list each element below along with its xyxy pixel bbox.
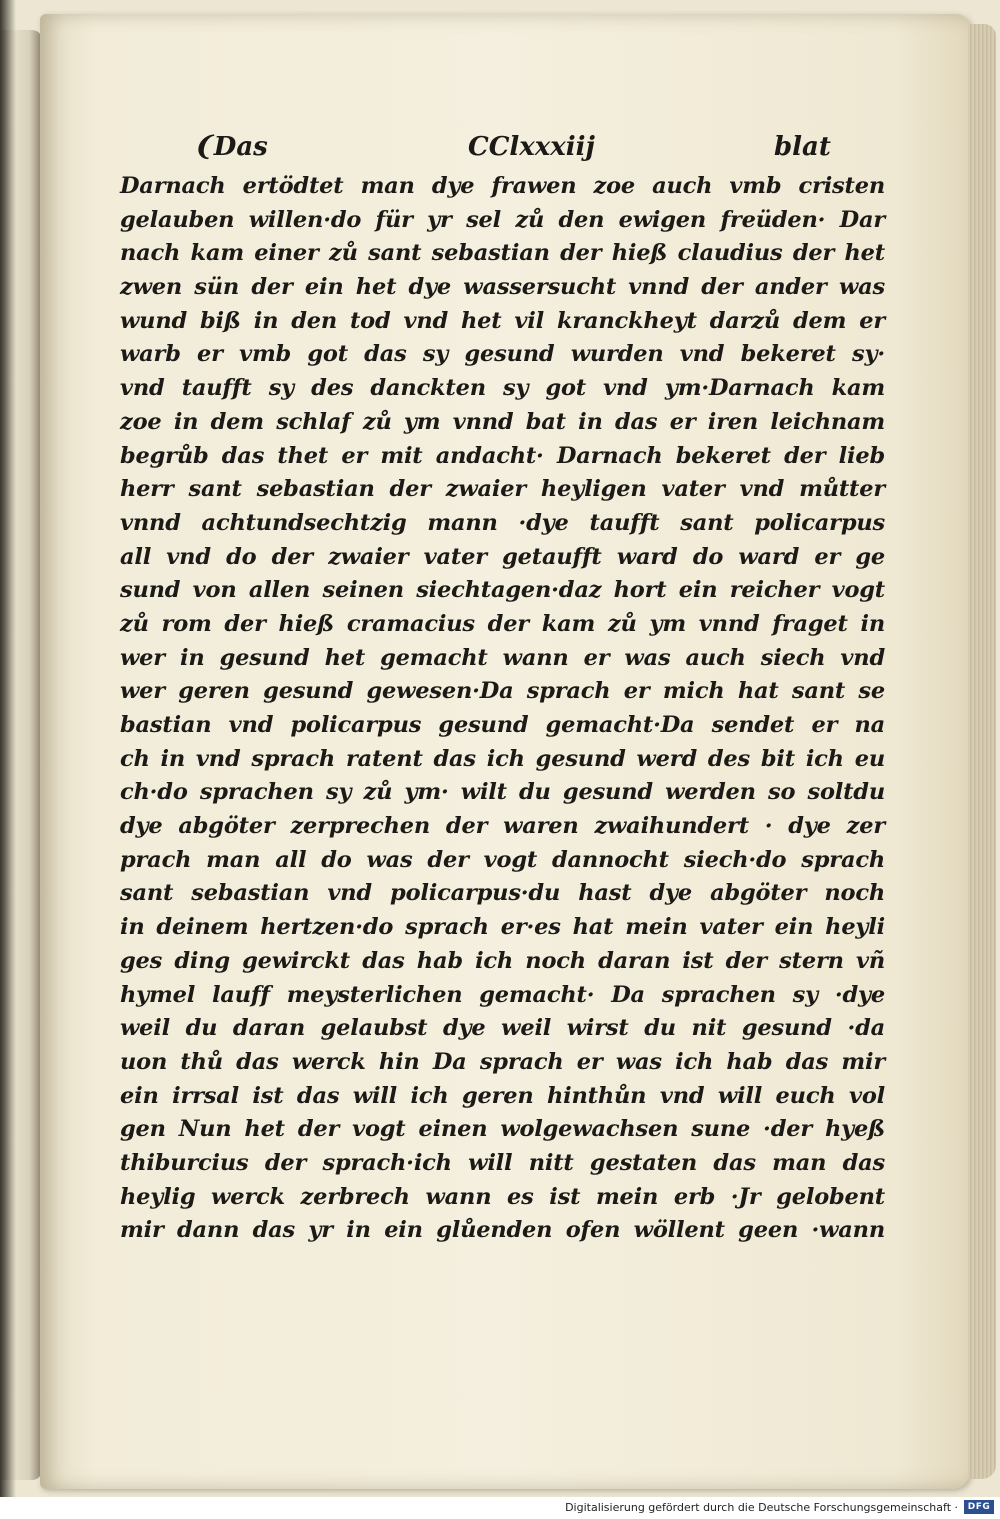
text-line: warb er vmb got das sy gesund wurden vnd bekeret sy· [120, 341, 885, 368]
text-line: ges ding gewirckt das hab ich noch daran ist der stern vñ [120, 947, 885, 974]
text-line: weil du daran gelaubst dye weil wirst du nit gesund ·da [120, 1015, 885, 1042]
text-line: prach man all do was der vogt dannocht siech·do sprach [120, 846, 885, 873]
text-line: gelauben willen·do für yr sel zů den ewigen freüden· Dar [120, 206, 885, 233]
binding-shadow [0, 0, 16, 1497]
text-line: zoe in dem schlaf zů ym vnnd bat in das er iren leichnam [120, 408, 885, 435]
text-line: wer in gesund het gemacht wann er was auch siech vnd [120, 644, 885, 671]
text-line: all vnd do der zwaier vater getaufft ward do ward er ge [120, 543, 885, 570]
text-line: dye abgöter zerprechen der waren zwaihundert · dye zer [120, 813, 885, 840]
text-block [120, 128, 885, 1248]
text-line: sant sebastian vnd policarpus·du hast dye abgöter noch [120, 880, 885, 907]
header-right: blat [774, 132, 831, 162]
text-line: vnd taufft sy des danckten sy got vnd ym·Darnach kam [120, 375, 885, 402]
text-line: in deinem hertzen·do sprach er·es hat mein vater ein heyli [120, 914, 885, 941]
text-line: thiburcius der sprach·ich will nitt gestaten das man das [120, 1149, 885, 1176]
text-line: Darnach ertödtet man dye frawen zoe auch vmb cristen [120, 173, 885, 199]
text-line: ch in vnd sprach ratent das ich gesund werd des bit ich eu [120, 745, 885, 772]
text-line: vnnd achtundsechtzig mann ·dye taufft sant policarpus [120, 509, 885, 536]
text-line: zwen sün der ein het dye wassersucht vnnd der ander was [120, 274, 885, 301]
text-line: hymel lauff meysterlichen gemacht· Da sprachen sy ·dye [120, 981, 885, 1008]
text-line: uon thů das werck hin Da sprach er was ich hab das mir [120, 1048, 885, 1075]
text-line: ch·do sprachen sy zů ym· wilt du gesund werden so soltdu [120, 779, 885, 806]
footer-bar [0, 1497, 1000, 1519]
text-line: wer geren gesund gewesen·Da sprach er mich hat sant se [120, 678, 885, 705]
text-line: nach kam einer zů sant sebastian der hieß claudius der het [120, 240, 885, 267]
text-line: gen Nun het der vogt einen wolgewachsen sune ·der hyeß [120, 1116, 885, 1143]
folio-number: CClxxxiij [468, 132, 595, 162]
funding-credit: Digitalisierung gefördert durch die Deutsche Forschungsgemeinschaft · [565, 1501, 958, 1514]
text-line: bastian vnd policarpus gesund gemacht·Da sendet er na [120, 712, 885, 738]
text-line: ein irrsal ist das will ich geren hinthůn vnd will euch vol [120, 1082, 885, 1109]
text-line: mir dann das yr in ein glůenden ofen wöllent geen ·wann [120, 1217, 885, 1244]
text-line: zů rom der hieß cramacius der kam zů ym vnnd fraget in [120, 610, 885, 637]
text-line: begrůb das thet er mit andacht· Darnach bekeret der lieb [120, 442, 885, 469]
text-line: heylig werck zerbrech wann es ist mein erb ·Jr gelobent [120, 1183, 885, 1210]
header-left: ❨Das [192, 132, 268, 162]
dfg-logo: DFG [964, 1500, 994, 1514]
running-header [120, 128, 885, 170]
body-text [120, 170, 885, 1248]
text-line: herr sant sebastian der zwaier heyligen vater vnd můtter [120, 476, 885, 503]
page-block-edge [968, 24, 996, 1479]
text-line: wund biß in den tod vnd het vil kranckheyt darzů dem er [120, 307, 885, 334]
text-line: sund von allen seinen siechtagen·daz hort ein reicher vogt [120, 577, 885, 604]
